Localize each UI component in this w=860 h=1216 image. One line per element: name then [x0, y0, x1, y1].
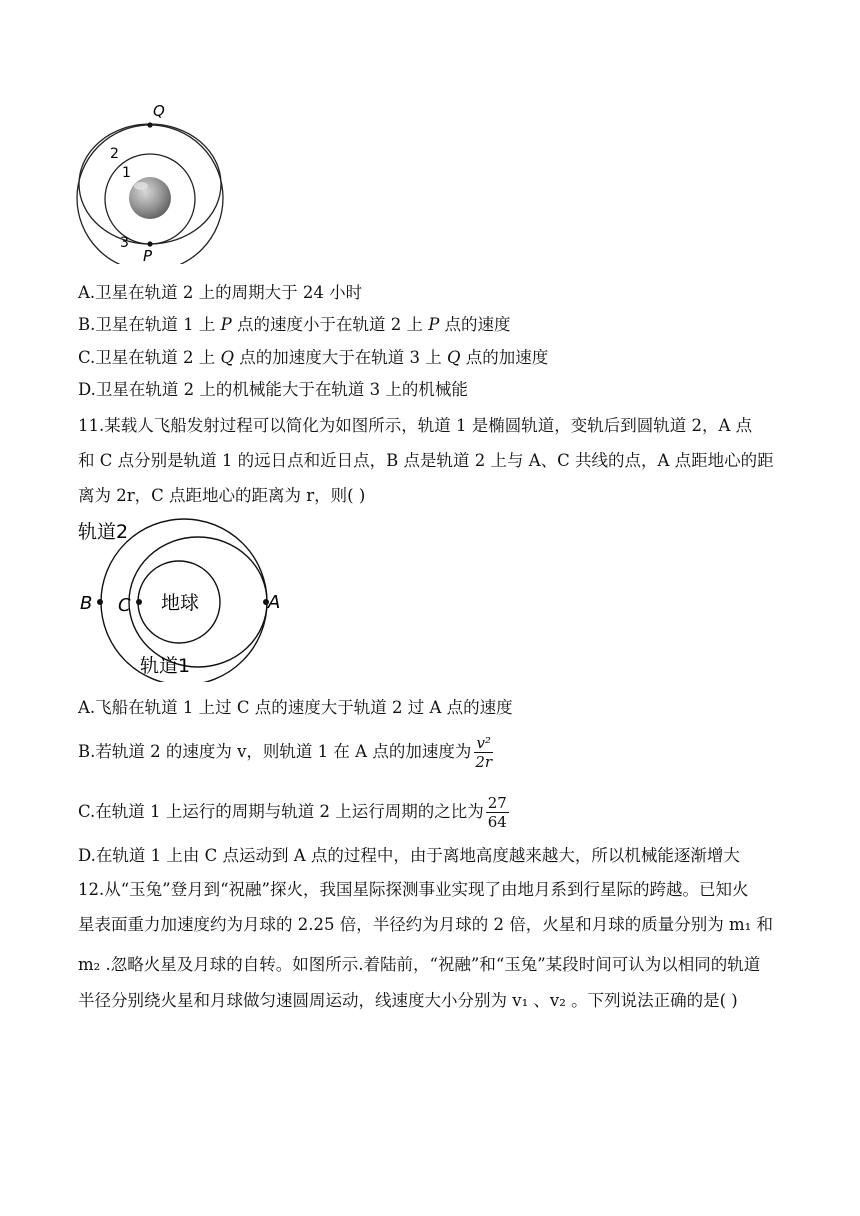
earth-sphere [129, 177, 171, 219]
q11-option-b: B.若轨道 2 的速度为 v，则轨道 1 在 A 点的加速度为 $\frac{\text{v²}}{2r}$ [78, 734, 493, 771]
fraction-27-over-64: $\frac{27}{64}$ [487, 794, 507, 831]
point-B [97, 599, 103, 605]
q11-option-a: A.飞船在轨道 1 上过 C 点的速度大于轨道 2 过 A 点的速度 [78, 698, 513, 717]
earth-label: 地球 [161, 592, 200, 614]
q11-stem-line-2: 和 C 点分别是轨道 1 的远日点和近日点，B 点是轨道 2 上与 A、C 共线的点，A 点距地心的距 [78, 451, 774, 470]
q10-option-a: A.卫星在轨道 2 上的周期大于 24 小时 [78, 283, 363, 302]
label-Q: Q [153, 102, 165, 120]
orbit-1-label: 轨道1 [140, 655, 191, 677]
orbit-2-label: 轨道2 [78, 521, 129, 543]
orbit-figure-2 [76, 516, 286, 682]
label-P: P [143, 247, 153, 264]
q12-stem-line-1: 12.从“玉兔”登月到“祝融”探火，我国星际探测事业实现了由地月系到行星际的跨越。已知火 [78, 880, 749, 899]
label-1: 1 [122, 165, 131, 181]
q11-option-d: D.在轨道 1 上由 C 点运动到 A 点的过程中，由于离地高度越来越大，所以机械能逐渐增大 [78, 846, 740, 865]
label-3: 3 [120, 235, 129, 251]
q12-stem-line-4: 半径分别绕火星和月球做匀速圆周运动，线速度大小分别为 v₁ 、v₂ 。下列说法正确的是( ) [78, 991, 738, 1010]
point-P [147, 241, 152, 246]
q10-option-b: B.卫星在轨道 1 上 P 点的速度小于在轨道 2 上 P 点的速度 [78, 315, 511, 334]
orbit-figure-1 [76, 98, 236, 264]
label-2: 2 [110, 146, 119, 162]
q10-option-d: D.卫星在轨道 2 上的机械能大于在轨道 3 上的机械能 [78, 380, 468, 399]
point-C [136, 599, 142, 605]
q12-stem-line-2: 星表面重力加速度约为月球的 2.25 倍，半径约为月球的 2 倍，火星和月球的质量分别为 m₁ 和 [78, 915, 773, 934]
q11-stem-line-3: 离为 2r，C 点距地心的距离为 r，则( ) [78, 486, 366, 505]
point-Q [147, 122, 152, 127]
q11-stem-line-1: 11.某载人飞船发射过程可以简化为如图所示，轨道 1 是椭圆轨道，变轨后到圆轨道 2，A 点 [78, 416, 753, 435]
label-A: A [268, 592, 281, 613]
label-C: C [118, 595, 131, 616]
q10-option-c: C.卫星在轨道 2 上 Q 点的加速度大于在轨道 3 上 Q 点的加速度 [78, 348, 549, 367]
q12-stem-line-3: m₂ .忽略火星及月球的自转。如图所示.着陆前，“祝融”和“玉兔”某段时间可认为以相同的轨道 [78, 955, 761, 974]
label-B: B [80, 593, 93, 614]
fraction-v2-over-2r: $\frac{\text{v²}}{2r}$ [475, 734, 493, 771]
q11-option-c: C.在轨道 1 上运行的周期与轨道 2 上运行周期的之比为 $\frac{27}{64}$ [78, 794, 507, 831]
